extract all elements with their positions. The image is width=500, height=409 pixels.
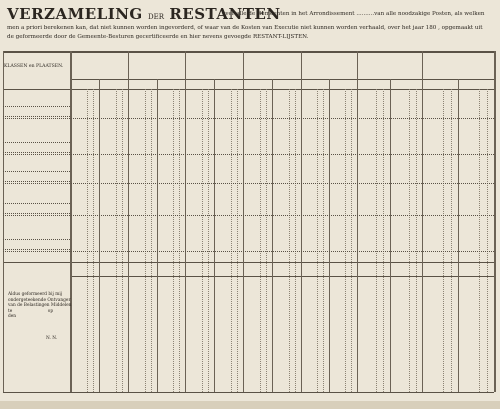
money-column-rule <box>173 89 174 392</box>
title-line-1-tail: over alle de Gemeenten in het Arrondissement ..........van alle noodzakige Posten, als welken <box>222 11 485 17</box>
money-column-rule <box>122 89 123 392</box>
class-rule <box>3 118 494 119</box>
row-header-label: KLASSEN en PLAATSEN. <box>4 64 64 69</box>
footer-line-5: den <box>8 314 17 320</box>
paper-edge <box>0 401 500 409</box>
money-column-rule <box>231 89 232 392</box>
subcolumn-rule <box>157 79 158 392</box>
money-column-rule <box>266 89 267 392</box>
money-column-rule <box>443 89 444 392</box>
category-rule <box>243 51 244 392</box>
table-left-rule <box>3 51 4 392</box>
category-rule <box>494 51 496 392</box>
money-column-rule <box>151 89 152 392</box>
row-rule <box>3 152 70 153</box>
title-der: DER <box>148 13 165 21</box>
money-column-rule <box>323 89 324 392</box>
subheader-rule <box>70 79 494 80</box>
row-rule <box>3 239 70 240</box>
row-rule <box>3 213 70 214</box>
footer-line-3: van de Belastingen Middelen <box>8 303 72 309</box>
subcolumn-rule <box>458 79 459 392</box>
category-rule <box>128 51 129 392</box>
category-rule <box>357 51 358 392</box>
class-rule <box>3 154 494 155</box>
footer-block <box>8 292 71 320</box>
row-rule <box>3 142 70 143</box>
subcolumn-rule <box>272 79 273 392</box>
title-word-2: RESTANTEN <box>169 5 281 23</box>
table-top-rule <box>3 51 494 53</box>
row-rule <box>3 106 70 107</box>
money-column-rule <box>416 89 417 392</box>
money-column-rule <box>237 89 238 392</box>
money-column-rule <box>409 89 410 392</box>
money-column-rule <box>260 89 261 392</box>
money-column-rule <box>289 89 290 392</box>
money-column-rule <box>179 89 180 392</box>
money-column-rule <box>87 89 88 392</box>
table-bottom-rule <box>3 392 494 393</box>
money-column-rule <box>208 89 209 392</box>
category-rule <box>185 51 186 392</box>
row-rule <box>3 171 70 172</box>
money-column-rule <box>202 89 203 392</box>
category-rule <box>301 51 302 392</box>
row-rule <box>3 249 70 250</box>
totals-rule <box>3 262 494 263</box>
subcolumn-rule <box>390 79 391 392</box>
header-bottom-rule <box>3 89 494 90</box>
subcolumn-rule <box>214 79 215 392</box>
row-rule <box>3 203 70 204</box>
title-line-2: men a priori berekenen kan, dat niet kunnen worden ingevorderd, of waar van de Kosten van Executie niet kunnen worden verhaald, over het jaar 180 , opgemaakt uit <box>7 25 483 31</box>
category-rule <box>422 51 423 392</box>
money-column-rule <box>487 89 488 392</box>
category-rule <box>70 51 72 392</box>
class-rule <box>3 251 494 252</box>
row-rule <box>3 181 70 182</box>
footer-signature: N. N. <box>46 336 58 341</box>
subcolumn-rule <box>329 79 330 392</box>
row-rule <box>3 116 70 117</box>
money-column-rule <box>383 89 384 392</box>
title-word-1: VERZAMELING <box>7 5 143 23</box>
money-column-rule <box>376 89 377 392</box>
title-line-3: de geformeerde door de Gemeente-Besturen gecertificeerde en hier nevens gevoegde RESTANT-LIJSTEN. <box>7 34 309 40</box>
money-column-rule <box>145 89 146 392</box>
subcolumn-rule <box>99 79 100 392</box>
money-column-rule <box>93 89 94 392</box>
footer-line-4: te op <box>8 308 54 314</box>
money-column-rule <box>295 89 296 392</box>
totals-rule-2 <box>70 276 494 277</box>
money-column-rule <box>317 89 318 392</box>
money-column-rule <box>451 89 452 392</box>
money-column-rule <box>116 89 117 392</box>
footer-line-2: ondergeteekende Ontvanger <box>8 297 71 303</box>
money-column-rule <box>479 89 480 392</box>
footer-line-1: Aldus geformeerd bij mij <box>8 292 63 297</box>
money-column-rule <box>345 89 346 392</box>
class-rule <box>3 183 494 184</box>
money-column-rule <box>351 89 352 392</box>
class-rule <box>3 215 494 216</box>
